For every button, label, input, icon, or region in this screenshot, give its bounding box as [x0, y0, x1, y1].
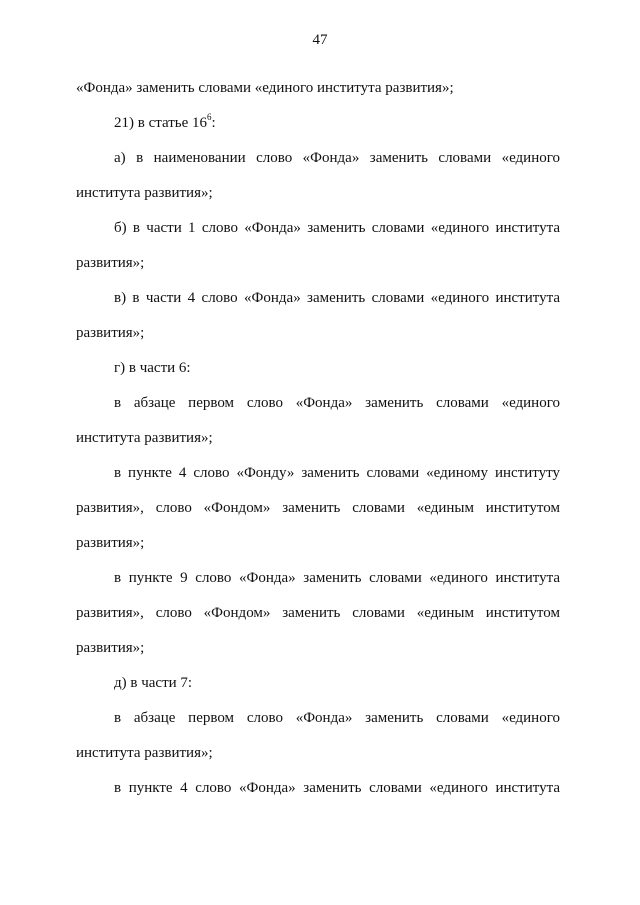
paragraph: в пункте 4 слово «Фонда» заменить словами «единого института: [114, 780, 560, 796]
paragraph: в абзаце первом слово «Фонда» заменить словами «единого института развития»;: [76, 395, 560, 446]
article-heading-colon: :: [211, 115, 216, 131]
paragraph: «Фонда» заменить словами «единого института развития»;: [76, 80, 454, 96]
paragraph: в пункте 9 слово «Фонда» заменить словами «единого института развития», слово «Фондом» заменить словами «единым институтом развития»;: [76, 570, 560, 656]
article-superscript: 6: [207, 112, 212, 122]
paragraph: г) в части 6:: [114, 360, 191, 376]
paragraph: в абзаце первом слово «Фонда» заменить словами «единого института развития»;: [76, 710, 560, 761]
paragraph: б) в части 1 слово «Фонда» заменить словами «единого института развития»;: [76, 220, 560, 271]
paragraph: д) в части 7:: [114, 675, 193, 691]
paragraph: в) в части 4 слово «Фонда» заменить словами «единого института развития»;: [76, 290, 560, 341]
document-body: [76, 71, 560, 806]
paragraph-article-heading: [76, 106, 560, 141]
paragraph: в пункте 4 слово «Фонду» заменить словами «единому институту развития», слово «Фондом» заменить словами «единым институтом развития»;: [76, 465, 560, 551]
article-heading-text: 21) в статье 16: [114, 115, 208, 131]
page-number: 47: [312, 32, 328, 48]
paragraph: а) в наименовании слово «Фонда» заменить словами «единого института развития»;: [76, 150, 560, 201]
